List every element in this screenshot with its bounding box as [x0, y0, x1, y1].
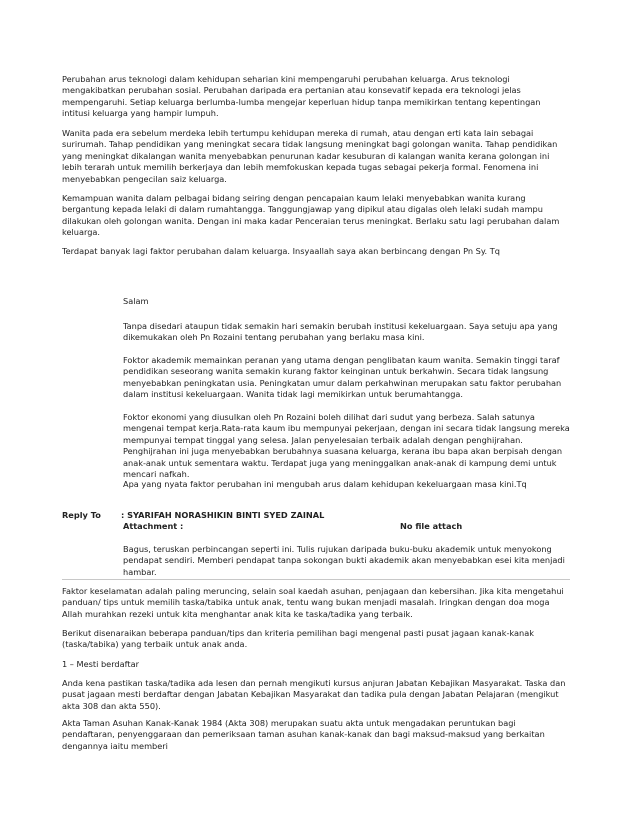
reply-to-name: : SYARIFAH NORASHIKIN BINTI SYED ZAINAL: [121, 510, 325, 520]
reply-paragraph-4: Apa yang nyata faktor perubahan ini mengubah arus dalam kehidupan kekeluargaan masa kini.Tq: [123, 479, 527, 489]
reply-paragraph-1: Tanpa disedari ataupun tidak semakin hari semakin berubah institusi kekeluargaan. Saya setuju apa yang dikemukakan oleh Pn Rozaini tentang perubahan yang berlaku masa kini.: [123, 321, 558, 343]
paragraph-women-education: Wanita pada era sebelum merdeka lebih tertumpu kehidupan mereka di rumah, atau dengan erti kata lain sebagai surirumah. Tahap pendidikan yang meningkat secara tidak langsung meningkat bagi golongan wanita. Tahap pendidikan yang meningkat dikalangan wanita menyebabkan penurunan kadar kesuburan di kalangan wanita kerana golongan ini lebih terarah untuk memilih berkerjaya dan lebih memfokuskan kepada tugas sebagai pekerja formal. Fenomena ini menyebabkan pengecilan saiz keluarga.: [62, 128, 558, 184]
reply-paragraph-2: Foktor akademik memainkan peranan yang utama dengan penglibatan kaum wanita. Semakin tinggi taraf pendidikan seseorang wanita semakin kurang faktor keinginan untuk berkahwin. Secara tidak langsung menyebabkan peningkatan usia. Peningkatan umur dalam perkahwinan merupakan satu faktor perubahan dalam institusi kekeluargaan. Wanita tidak lagi memikirkan untuk berumahtangga.: [123, 355, 562, 400]
paragraph-technology: Perubahan arus teknologi dalam kehidupan seharian kini mempengaruhi perubahan keluarga. Arus teknologi mengakibatkan perubahan sosial. Perubahan daripada era pertanian atau konsevatif kepada era teknologi jelas mempengaruhi. Setiap keluarga berlumba-lumba mengejar keperluan hidup tanpa memikirkan tentang kepentingan intitusi keluarga yang hampir lumpuh.: [62, 74, 541, 119]
paragraph-women-ability: Kemampuan wanita dalam pelbagai bidang seiring dengan pencapaian kaum lelaki menyebabkan wanita kurang bergantung kepada lelaki di dalam rumahtangga. Tanggungjawap yang dipikul atau digalas oleh lelaki sudah mampu dilakukan oleh golongan wanita. Dengan ini maka kadar Penceraian terus meningkat. Berlaku satu lagi perubahan dalam keluarga.: [62, 193, 560, 238]
reply-to-label: Reply To: [62, 510, 101, 520]
divider: [62, 579, 570, 580]
paragraph-act-308: Akta Taman Asuhan Kanak-Kanak 1984 (Akta 308) merupakan suatu akta untuk mengadakan peruntukan bagi pendaftaran, penyenggaraan dan pemeriksaan taman asuhan kanak-kanak dan bagi maksud-maksud yang berkaitan dengannya iaitu memberi: [62, 718, 545, 751]
heading-must-register: 1 – Mesti berdaftar: [62, 659, 139, 669]
paragraph-more-factors: Terdapat banyak lagi faktor perubahan dalam keluarga. Insyaallah saya akan berbincang dengan Pn Sy. Tq: [62, 246, 500, 256]
attachment-label: Attachment :: [123, 521, 184, 531]
paragraph-tips: Berikut disenaraikan beberapa panduan/tips dan kriteria pemilihan bagi mengenal pasti pusat jagaan kanak-kanak (taska/tabika) yang terbaik untuk anak anda.: [62, 628, 534, 650]
reply-paragraph-3: Foktor ekonomi yang diusulkan oleh Pn Rozaini boleh dilihat dari sudut yang berbeza. Salah satunya mengenai tempat kerja.Rata-rata kaum ibu mempunyai pekerjaan, dengan ini secara tidak langsung mereka mempunyai tempat tinggal yang selesa. Jalan penyelesaian terbaik adalah dengan penghijrahan. Penghijrahan ini juga menyebabkan berubahnya suasana keluarga, kerana ibu bapa akan berpisah dengan anak-anak untuk sementara waktu. Terdapat juga yang meninggalkan anak-anak di kampung demi untuk mencari nafkah.: [123, 412, 570, 480]
attachment-value: No file attach: [400, 521, 463, 531]
paragraph-safety: Faktor keselamatan adalah paling meruncing, selain soal kaedah asuhan, penjagaan dan kebersihan. Jika kita mengetahui panduan/ tips untuk memilih taska/tabika untuk anak, tentu wang bukan menjadi masalah. Iringkan dengan doa moga Allah murahkan rezeki untuk kita menghantar anak kita ke taska/tadika yang terbaik.: [62, 586, 564, 619]
reply-comment: Bagus, teruskan perbincangan seperti ini. Tulis rujukan daripada buku-buku akademik untuk menyokong pendapat sendiri. Memberi pendapat tanpa sokongan bukti akademik akan menyebabkan esei kita menjadi hambar.: [123, 544, 565, 577]
paragraph-license: Anda kena pastikan taska/tadika ada lesen dan pernah mengikuti kursus anjuran Jabatan Kebajikan Masyarakat. Taska dan pusat jagaan mesti berdaftar dengan Jabatan Kebajikan Masyarakat dan tadika pula dengan Jabatan Pelajaran (mengikut akta 308 dan akta 550).: [62, 678, 566, 711]
reply-salam: Salam: [123, 296, 149, 306]
